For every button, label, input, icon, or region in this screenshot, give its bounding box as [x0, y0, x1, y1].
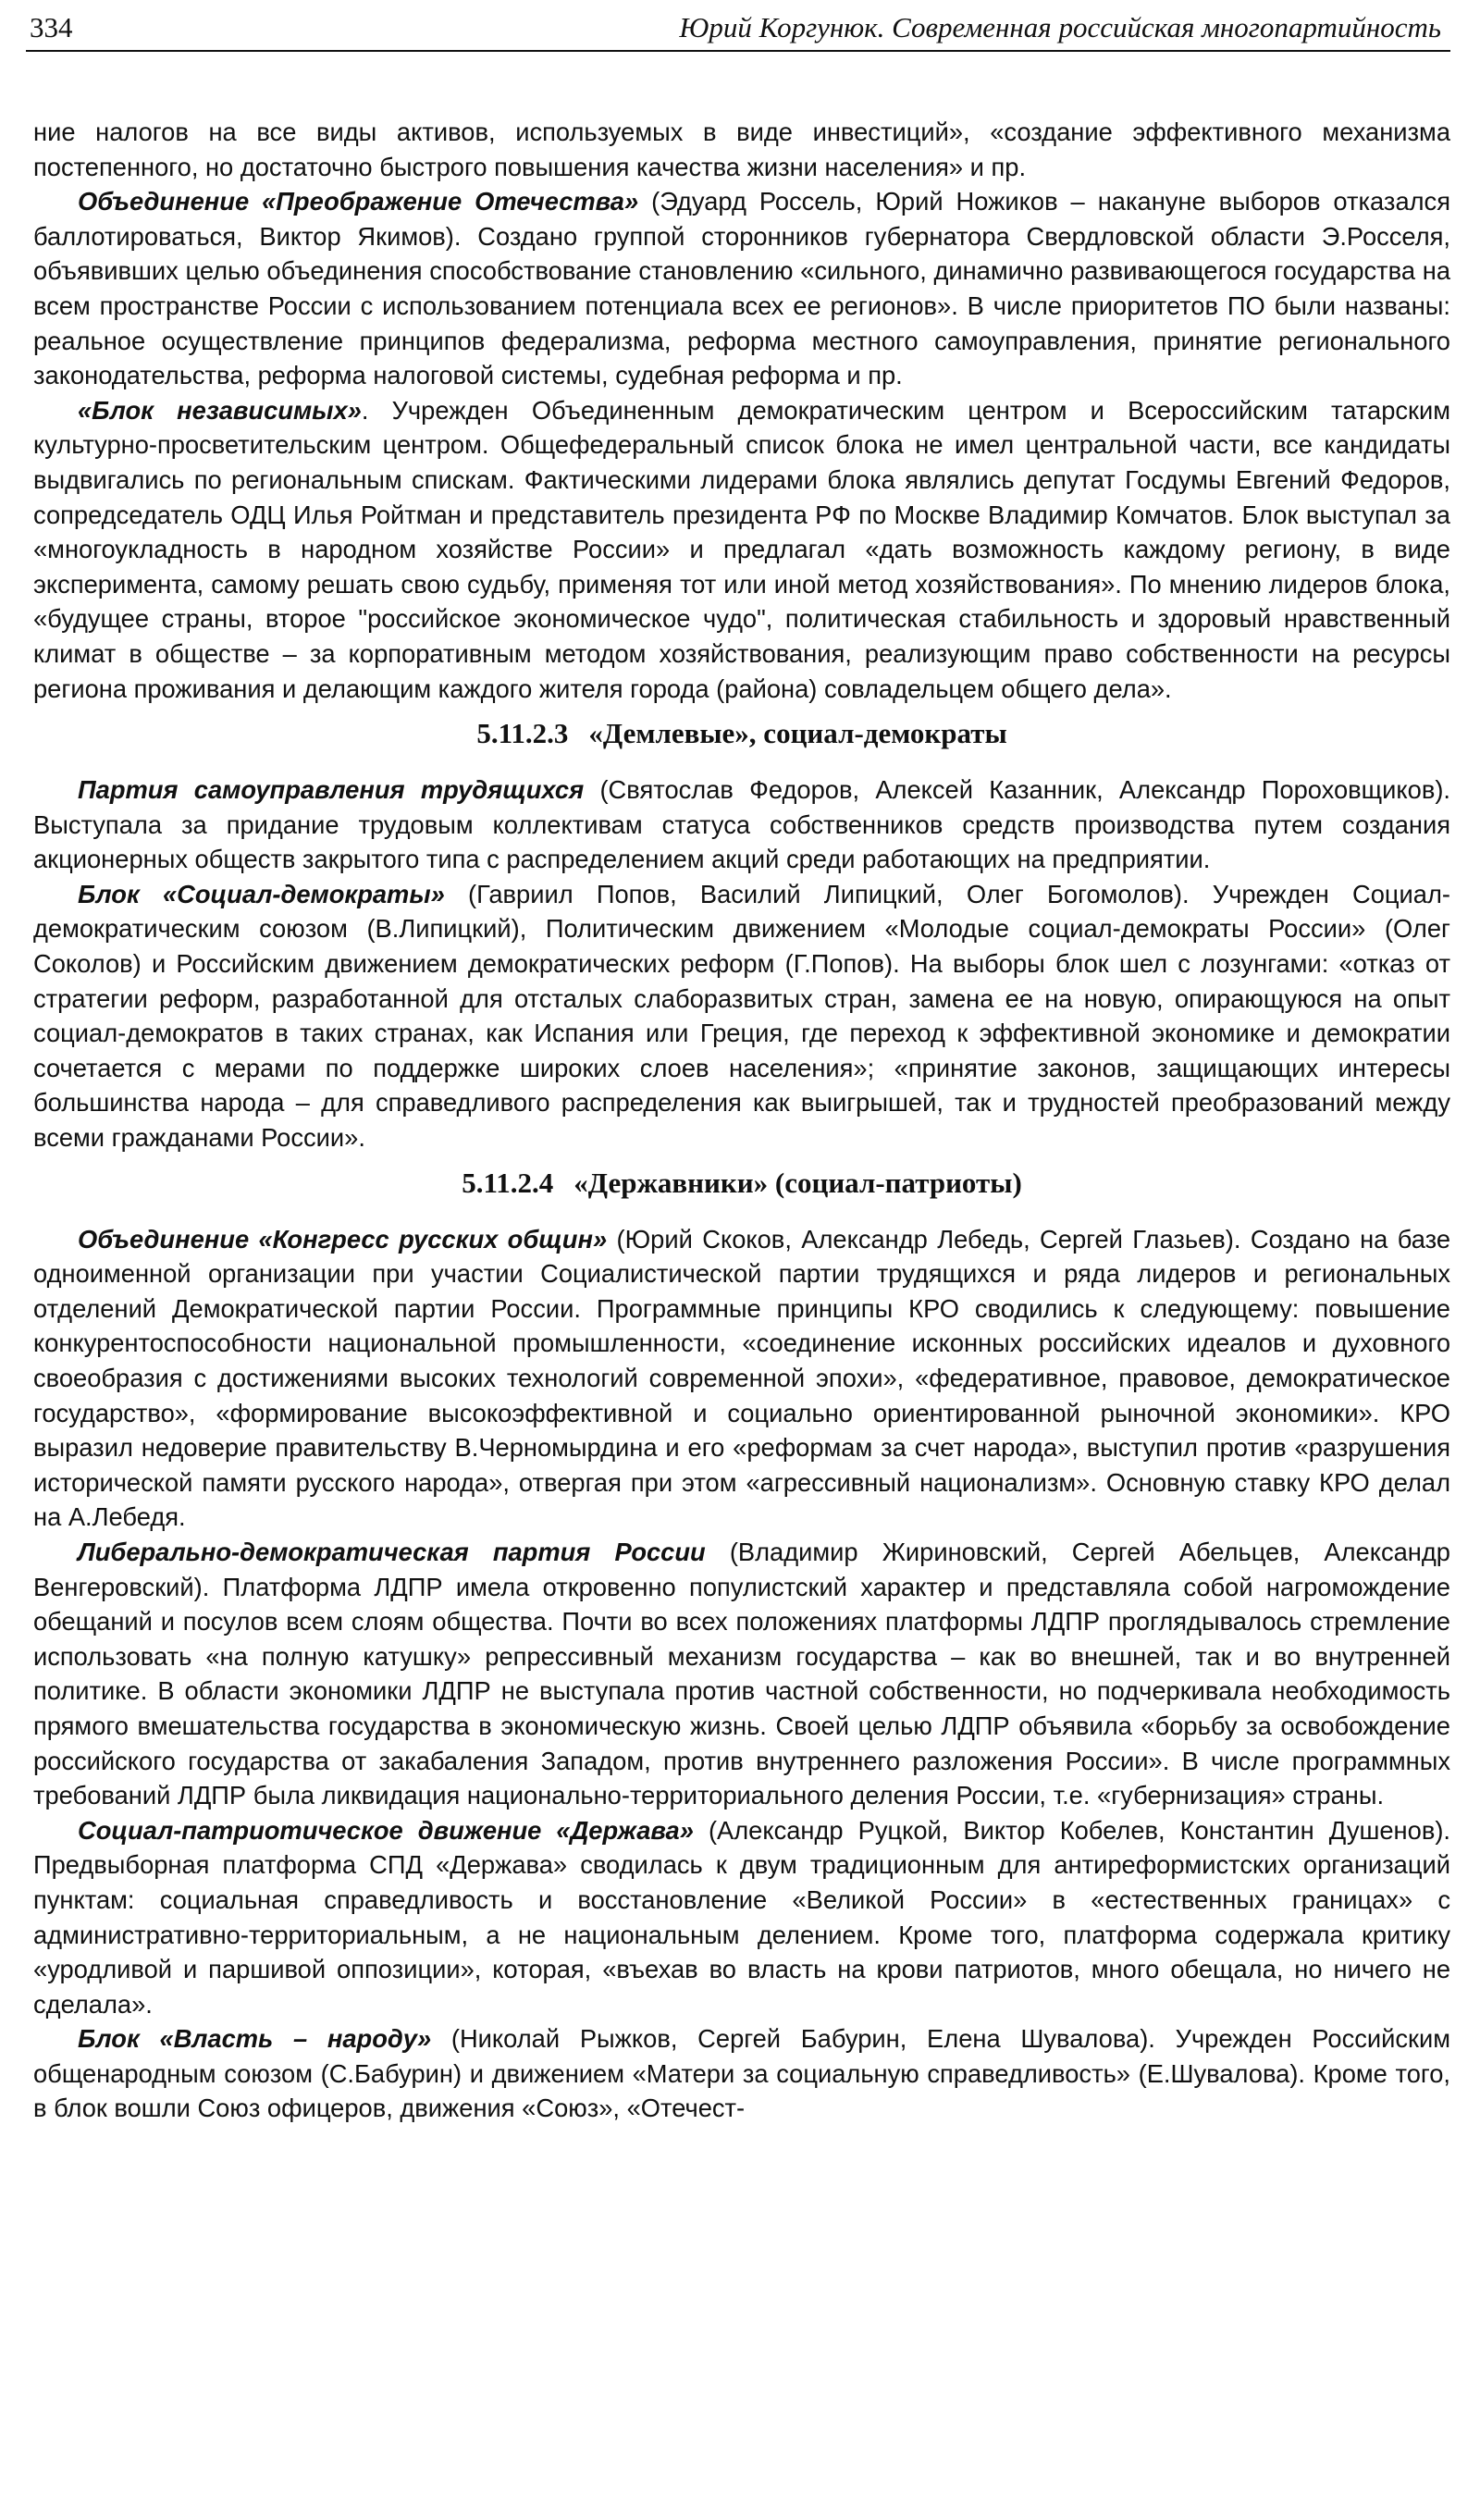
- party-name: Блок «Социал-демократы»: [78, 879, 445, 908]
- party-name: Партия самоуправления трудящихся: [78, 775, 585, 805]
- party-name: Блок «Власть – народу»: [78, 2024, 432, 2054]
- document-page: [26, 0, 1450, 2520]
- running-title: Юрий Коргунюк. Современная российская многопартийность: [679, 11, 1441, 43]
- paragraph-text: . Учрежден Объединенным демократическим центром и Всероссийским татарским культурно-просветительским центром. Общефедеральный список блока не имел центральной части, все кандидаты выдвигались по региональным спискам. Фактическими лидерами блока являлись депутат Госдумы Евгений Федоров, сопредседатель ОДЦ Илья Ройтман и представитель президента РФ по Москве Владимир Комчатов. Блок выступал за «многоукладность в народном хозяйстве России» и предлагал «дать возможность каждому региону, в виде эксперимента, самому решать свою судьбу, применяя тот или иной метод хозяйствования». По мнению лидеров блока, «будущее страны, второе "российское экономическое чудо", политическая стабильность и здоровый нравственный климат в обществе – за корпоративным методом хозяйствования, реализующим право собственности на ресурсы региона проживания и делающим каждого жителя города (района) совладельцем общего дела».: [33, 395, 1450, 703]
- paragraph-text: (Эдуард Россель, Юрий Ножиков – накануне выборов отказался баллотироваться, Виктор Якимов). Создано группой сторонников губернатора Свердловской области Э.Росселя, объявивших целью объединения способствование становлению «сильного, динамично развивающегося государства на всем пространстве России с использованием потенциала всех ее регионов». В числе приоритетов ПО были названы: реальное осуществление принципов федерализма, реформа местного самоуправления, принятие регионального законодательства, реформа налоговой системы, судебная реформа и пр.: [33, 187, 1450, 390]
- paragraph-text: (Владимир Жириновский, Сергей Абельцев, Александр Венгеровский). Платформа ЛДПР имела откровенно популистский характер и представляла собой нагромождение обещаний и посулов всем слоям общества. Почти во всех положениях платформы ЛДПР проглядывалось стремление использовать «на полную катушку» репрессивный механизм государства – как во внешней, так и во внутренней политике. В области экономики ЛДПР не выступала против частной собственности, но подчеркивала необходимость прямого вмешательства государства в экономическую жизнь. Своей целью ЛДПР объявила «борьбу за освобождение российского государства от закабаления Западом, против внутреннего разложения России». В числе программных требований ЛДПР была ликвидация национально-территориального деления России, т.е. «губернизация» страны.: [33, 1537, 1450, 1810]
- party-name: «Блок независимых»: [78, 395, 362, 425]
- page-number: 334: [30, 11, 73, 43]
- paragraph-text: (Александр Руцкой, Виктор Кобелев, Константин Душенов). Предвыборная платформа СПД «Держава» сводилась к двум традиционным для антиреформистских организаций пунктам: социальная справедливость и восстановление «Великой России» в «естественных границах» с административно-территориальным, а не национальным делением. Кроме того, платформа содержала критику «уродливой и паршивой оппозиции», которая, «въехав во власть на крови патриотов, много обещала, но ничего не сделала».: [33, 1815, 1450, 2019]
- page-body: [33, 115, 1450, 2126]
- section-title: «Демлевые», социал-демократы: [588, 717, 1007, 750]
- party-name: Объединение «Преображение Отечества»: [78, 187, 639, 216]
- paragraph-continuation: ние налогов на все виды активов, используемых в виде инвестиций», «создание эффективного механизма постепенного, но достаточно быстрого повышения качества жизни населения» и пр.: [33, 117, 1450, 181]
- section-number: 5.11.2.3: [476, 717, 569, 750]
- paragraph-derzhava: [33, 1813, 1450, 2022]
- paragraph-blok-nezavisimykh: [33, 393, 1450, 706]
- paragraph-text: (Гавриил Попов, Василий Липицкий, Олег Богомолов). Учрежден Социал-демократическим союзом (В.Липицкий), Политическим движением «Молодые социал-демократы России» (Олег Соколов) и Российским движением демократических реформ (Г.Попов). На выборы блок шел с лозунгами: «отказ от стратегии реформ, разработанной для отсталых слаборазвитых стран, замена ее на новую, опирающуюся на опыт социал-демократов в таких странах, как Испания или Греция, где переход к эффективной экономике и демократии сочетается с мерами по поддержке широких слоев населения»; «принятие законов, защищающих интересы большинства народа – для справедливого распределения как выигрышей, так и трудностей преобразований между всеми гражданами России».: [33, 879, 1450, 1153]
- paragraph-text: (Юрий Скоков, Александр Лебедь, Сергей Глазьев). Создано на базе одноименной организации при участии Социалистической партии трудящихся и ряда лидеров и региональных отделений Демократической партии России. Программные принципы КРО сводились к следующему: повышение конкурентоспособности национальной промышленности, «соединение исконных российских идеалов и духовного своеобразия с достижениями высоких технологий современной эпохи», «федеративное, правовое, демократическое государство», «формирование высокоэффективной и социально ориентированной рыночной экономики». КРО выразил недоверие правительству В.Черномырдина и его «реформам за счет народа», выступил против «разрушения исторической памяти русского народа», отвергая при этом «агрессивный национализм». Основную ставку КРО делал на А.Лебедя.: [33, 1224, 1451, 1532]
- party-name: Социал-патриотическое движение «Держава»: [78, 1815, 694, 1845]
- paragraph-pst: [33, 772, 1450, 877]
- paragraph-vlast-narodu: [33, 2021, 1450, 2126]
- paragraph-preobrazhenie: [33, 184, 1450, 393]
- paragraph-social-democrats: [33, 877, 1450, 1155]
- paragraph-text: (Николай Рыжков, Сергей Бабурин, Елена Шувалова). Учрежден Российским общенародным союзом (С.Бабурин) и движением «Матери за социальную справедливость» (Е.Шувалова). Кроме того, в блок вошли Союз офицеров, движения «Союз», «Отечест-: [33, 2024, 1450, 2123]
- page-header: [26, 9, 1450, 52]
- paragraph-ldpr: [33, 1535, 1450, 1813]
- section-heading-demlevye: [33, 715, 1450, 752]
- paragraph-kro: [33, 1222, 1450, 1535]
- party-name: Либерально-демократическая партия России: [78, 1537, 706, 1566]
- section-heading-derzhavniki: [33, 1165, 1450, 1202]
- section-title: «Державники» (социал-патриоты): [574, 1166, 1022, 1199]
- section-number: 5.11.2.4: [462, 1166, 554, 1199]
- paragraph-text: (Святослав Федоров, Алексей Казанник, Александр Пороховщиков). Выступала за придание трудовым коллективам статуса собственников средств производства путем создания акционерных обществ закрытого типа с распределением акций среди работающих на предприятии.: [33, 775, 1450, 874]
- party-name: Объединение «Конгресс русских общин»: [78, 1224, 608, 1254]
